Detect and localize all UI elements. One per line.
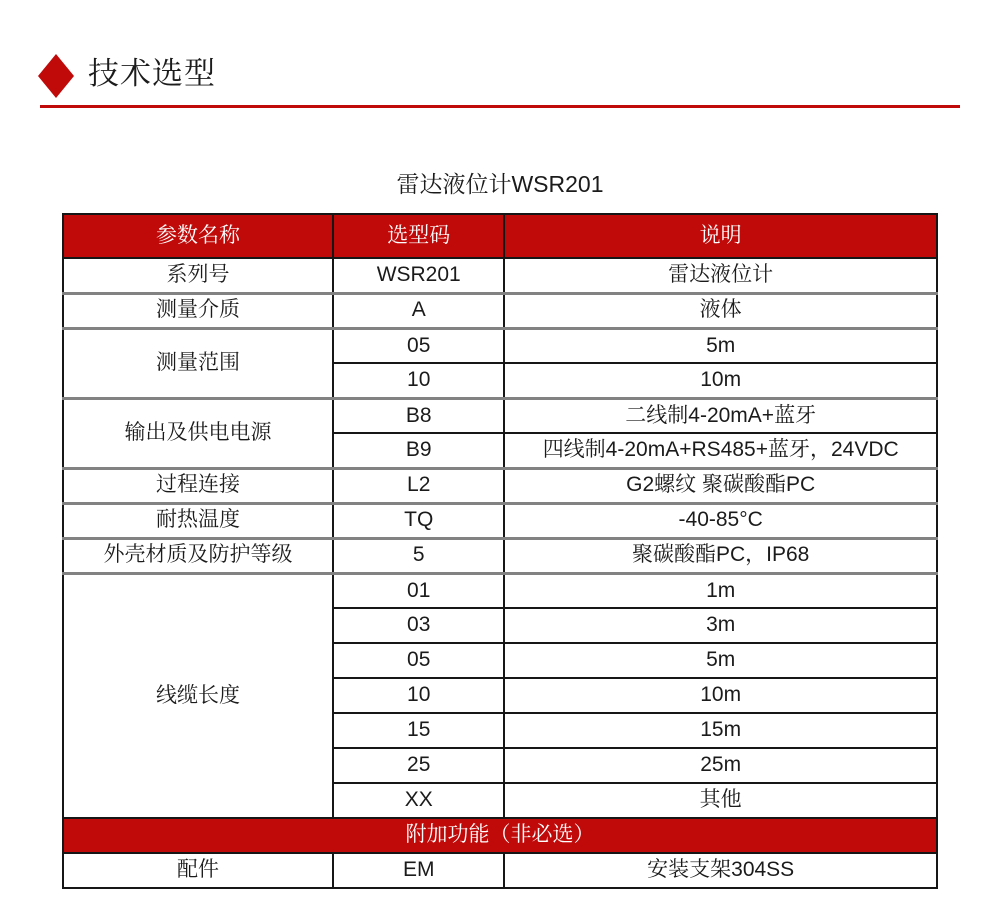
diamond-bullet-icon [38, 54, 74, 98]
header-cell-selection-code: 选型码 [333, 214, 504, 258]
desc-cell: 5m [504, 328, 937, 363]
table-row [63, 468, 937, 503]
table-row [63, 538, 937, 573]
code-cell: B8 [333, 398, 504, 433]
desc-cell: 聚碳酸酯PC，IP68 [504, 538, 937, 573]
code-cell: XX [333, 783, 504, 818]
param-cell: 耐热温度 [63, 503, 333, 538]
param-cell: 测量介质 [63, 293, 333, 328]
table-header-row [63, 214, 937, 258]
param-cell: 系列号 [63, 258, 333, 293]
desc-cell: 10m [504, 678, 937, 713]
section-underline [40, 105, 960, 108]
code-cell: 10 [333, 363, 504, 398]
param-cell: 过程连接 [63, 468, 333, 503]
desc-cell: 安装支架304SS [504, 853, 937, 888]
code-cell: B9 [333, 433, 504, 468]
desc-cell: 液体 [504, 293, 937, 328]
table-row [63, 573, 937, 608]
code-cell: 05 [333, 328, 504, 363]
desc-cell: 15m [504, 713, 937, 748]
code-cell: WSR201 [333, 258, 504, 293]
table-row [63, 398, 937, 433]
desc-cell: G2螺纹 聚碳酸酯PC [504, 468, 937, 503]
desc-cell: 5m [504, 643, 937, 678]
desc-cell: 雷达液位计 [504, 258, 937, 293]
table-row [63, 293, 937, 328]
param-cell: 线缆长度 [63, 573, 333, 818]
additional-functions-band-label: 附加功能（非必选） [63, 818, 937, 853]
table-row [63, 853, 937, 888]
header-cell-description: 说明 [504, 214, 937, 258]
desc-cell: 二线制4-20mA+蓝牙 [504, 398, 937, 433]
desc-cell: 10m [504, 363, 937, 398]
spec-table [62, 213, 938, 889]
code-cell: EM [333, 853, 504, 888]
param-cell: 测量范围 [63, 328, 333, 398]
desc-cell: 四线制4-20mA+RS485+蓝牙，24VDC [504, 433, 937, 468]
code-cell: L2 [333, 468, 504, 503]
desc-cell: 25m [504, 748, 937, 783]
table-row [63, 328, 937, 363]
header-cell-parameter-name: 参数名称 [63, 214, 333, 258]
param-cell: 外壳材质及防护等级 [63, 538, 333, 573]
code-cell: 05 [333, 643, 504, 678]
desc-cell: 3m [504, 608, 937, 643]
desc-cell: 其他 [504, 783, 937, 818]
table-row [63, 258, 937, 293]
code-cell: 01 [333, 573, 504, 608]
param-cell: 配件 [63, 853, 333, 888]
param-cell: 输出及供电电源 [63, 398, 333, 468]
code-cell: 03 [333, 608, 504, 643]
code-cell: 10 [333, 678, 504, 713]
section-title: 技术选型 [88, 56, 216, 91]
code-cell: 5 [333, 538, 504, 573]
code-cell: TQ [333, 503, 504, 538]
table-row [63, 503, 937, 538]
desc-cell: 1m [504, 573, 937, 608]
code-cell: 25 [333, 748, 504, 783]
table-title: 雷达液位计WSR201 [396, 171, 604, 197]
desc-cell: -40-85°C [504, 503, 937, 538]
code-cell: 15 [333, 713, 504, 748]
code-cell: A [333, 293, 504, 328]
additional-functions-band-row [63, 818, 937, 853]
